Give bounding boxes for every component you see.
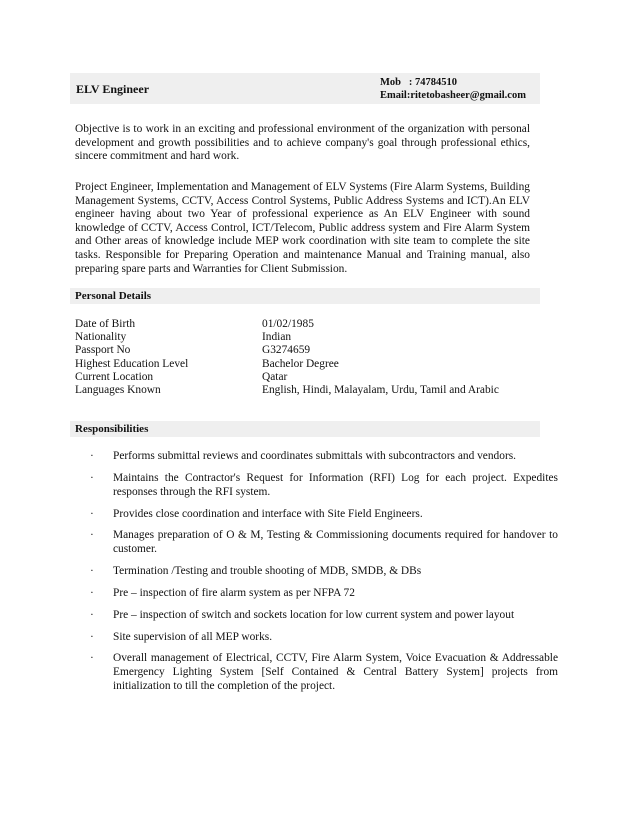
detail-value: English, Hindi, Malayalam, Urdu, Tamil and Arabic bbox=[262, 383, 499, 396]
list-item-text: Performs submittal reviews and coordinates submittals with subcontractors and vendors. bbox=[113, 450, 517, 462]
list-item-text: Maintains the Contractor's Request for Information (RFI) Log for each project. Expedites responses through the RFI system. bbox=[113, 471, 558, 498]
list-item-text: Pre – inspection of fire alarm system as per NFPA 72 bbox=[113, 586, 355, 599]
summary-paragraph: Project Engineer, Implementation and Management of ELV Systems (Fire Alarm Systems, Building Management Systems, CCTV, Access Control Systems, Public Address Systems and ICT).An ELV engineer having about two Year of professional experience as An ELV Engineer with sound knowledge of CCTV, Access Control, ICT/Telecom, Public address system and Fire Alarm System and Other areas of knowledge include MEP work coordination with site team to complete the site tasks. Responsible for Preparing Operation and maintenance Manual and Training manual, also preparing spare parts and Warranties for Client Submission. bbox=[75, 181, 530, 275]
objective-paragraph: Objective is to work in an exciting and professional environment of the organization with personal development and growth possibilities and to achieve company's goal through professional ethics, sincere commitment and hard work. bbox=[75, 123, 530, 163]
detail-label: Nationality bbox=[75, 331, 127, 344]
detail-label: Current Location bbox=[75, 370, 154, 383]
detail-row bbox=[75, 344, 535, 357]
bullet-icon: · bbox=[90, 450, 94, 462]
bullet-icon: · bbox=[90, 529, 94, 542]
list-item bbox=[88, 564, 558, 578]
responsibilities-heading-bar bbox=[70, 421, 540, 437]
personal-details-table bbox=[75, 318, 535, 397]
list-item bbox=[88, 586, 558, 600]
bullet-icon: · bbox=[90, 507, 94, 520]
list-item bbox=[88, 651, 558, 693]
detail-label: Languages Known bbox=[75, 383, 161, 396]
detail-value: Indian bbox=[262, 331, 292, 344]
bullet-icon: · bbox=[90, 471, 94, 484]
list-item-text: Site supervision of all MEP works. bbox=[113, 630, 273, 643]
detail-label: Passport No bbox=[75, 344, 131, 357]
header-bar bbox=[70, 73, 540, 104]
list-item bbox=[88, 449, 558, 463]
mobile-number: Mob : 74784510 bbox=[380, 77, 457, 88]
detail-label: Date of Birth bbox=[75, 318, 136, 330]
responsibilities-heading: Responsibilities bbox=[75, 423, 149, 435]
list-item bbox=[88, 507, 558, 521]
detail-row bbox=[75, 384, 535, 397]
list-item-text: Overall management of Electrical, CCTV, Fire Alarm System, Voice Evacuation & Addressable Emergency Lighting System [Self Contained & Central Battery System] projects from initialization to till the completion of the project. bbox=[113, 652, 558, 693]
detail-row bbox=[75, 331, 535, 344]
bullet-icon: · bbox=[90, 652, 94, 665]
bullet-icon: · bbox=[90, 565, 94, 578]
detail-value: G3274659 bbox=[262, 344, 311, 357]
detail-row bbox=[75, 371, 535, 384]
detail-value: Bachelor Degree bbox=[262, 357, 339, 370]
bullet-icon: · bbox=[90, 630, 94, 643]
personal-details-heading: Personal Details bbox=[75, 290, 152, 302]
list-item bbox=[88, 528, 558, 556]
personal-details-heading-bar bbox=[70, 288, 540, 304]
contact-info bbox=[380, 76, 526, 102]
list-item bbox=[88, 630, 558, 644]
detail-row bbox=[75, 318, 535, 331]
email-address: Email:ritetobasheer@gmail.com bbox=[380, 90, 526, 101]
list-item-text: Provides close coordination and interface with Site Field Engineers. bbox=[113, 507, 423, 520]
list-item bbox=[88, 608, 558, 622]
list-item bbox=[88, 471, 558, 499]
detail-value: Qatar bbox=[262, 370, 288, 383]
job-title: ELV Engineer bbox=[76, 82, 150, 96]
detail-row bbox=[75, 358, 535, 371]
responsibilities-list bbox=[88, 449, 558, 701]
list-item-text: Termination /Testing and trouble shooting of MDB, SMDB, & DBs bbox=[113, 565, 422, 578]
bullet-icon: · bbox=[90, 586, 94, 599]
detail-label: Highest Education Level bbox=[75, 357, 189, 370]
detail-value: 01/02/1985 bbox=[262, 318, 314, 330]
list-item-text: Manages preparation of O & M, Testing & Commissioning documents required for handover to customer. bbox=[113, 529, 558, 556]
list-item-text: Pre – inspection of switch and sockets location for low current system and power layout bbox=[113, 608, 515, 621]
bullet-icon: · bbox=[90, 608, 94, 621]
